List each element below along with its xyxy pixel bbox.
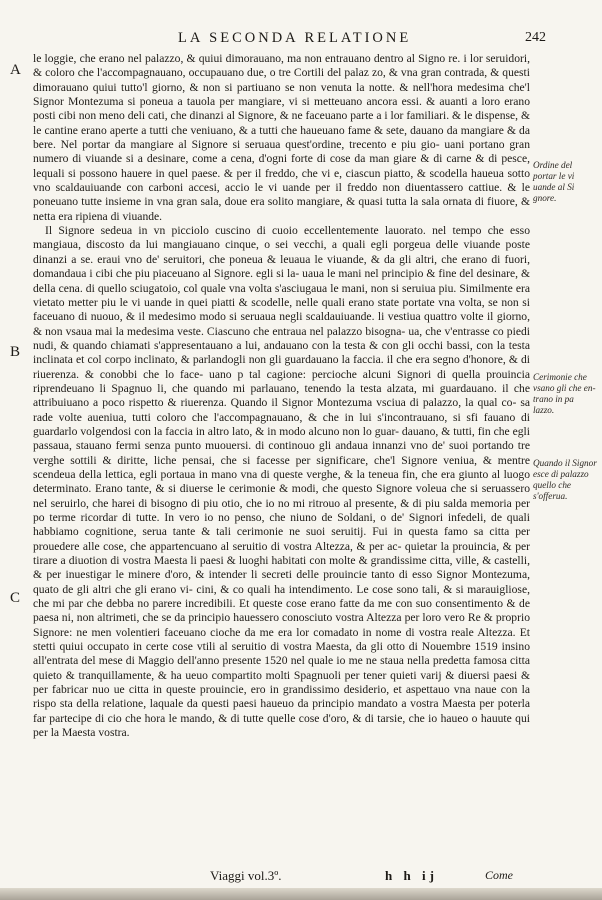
catchword: Come <box>485 868 513 882</box>
body-text <box>33 52 530 741</box>
page-footer <box>0 868 602 888</box>
margin-letter-a: A <box>10 62 21 78</box>
page-header <box>28 30 590 52</box>
paragraph-2: Il Signore sedeua in vn picciolo cuscino di cuoio eccellentemente lauorato. nel tempo che esso mangiaua, discosto da lui mangiauano cinque, o sei vecchi, a quali egli porgeua delle viuande poste dinanzi a se. eraui vno de' seruitori, che poneua & leuaua le viuande, & da gli altri, che erano di fuori, domandaua i cibi che piu piaceuano al Signore. egli si la- uaua le mani nel principio & fine del desinare, & della cena. di quello sciugatoio, col quale vna volta s'asciugaua le mani, non si seruiua piu. Similmente era vietato metter piu le vi uande in quei piatti & scodelle, nelle quali erano state portate vna volta, se non si faceuano di nuouo, & il medesimo modo si seruaua negli scaldauiuande. li vestiua quattro volte il giorno, & non vsaua mai la medesima veste. Ciascuno che entraua nel palazzo bisogna- ua, che v'entrasse co piedi nudi, & quando chiamati s'appresentauano a lui, andauano con la testa & con gli occhi bassi, con la testa inclinata et col corpo inclinato, & parlandogli non gli guardauano la faccia. il che era segno d'honore, & di riuerenza. & conobbi che lo face- uano p tal cagione: percioche alcuni Signori di quella prouincia riprendeuano li Spagnuo li, che quando mi parlauano, tenendo la testa alzata, mi guardauano. il che attribuiuano a poco rispetto & riuerenza. Quando il Signor Montezuma vsciua di palazzo, la qual co- sa rade volte aueniua, tutti coloro che l'accompagnauano, & che in lui s'incontrauano, si sfi fauano di guardarlo volgendosi con la faccia in altro lato, & in modo alcuno non lo guar- dauano, & tutti, fin che egli passaua, stauano fermi senza punto muouersi. di continouo gli andaua innanzi vno de' suoi portando tre verghe sottili & diritte, liche pensai, che si facesse per significare, che'l Signore veniua, & mentre scendeua della lettica, egli portaua in mano vna di queste verghe, & la teneua fin, che era giunto al luogo determinato. Erano tante, & si diuerse le cerimonie & modi, che questo Signore voleua che si seruassero nel seruirlo, che harei di bisogno di piu otio, che io no mi ritrouo al presente, & di piu salda memoria per po terme ricordar di tutte. In vero io no penso, che niuno de Soldani, o de' Signori infedeli, de quali habbiamo cognitione, serua tante & tali cerimonie ne suoi seruitij. Fui in questa famo sa citta per prouedere alle cose, che appartencuano al seruitio di vostra Altezza, & per ac- quietar la prouincia, & per tirare a diuotion di vostra Maesta li paesi & luoghi habitati con molte & grandissime citta, ville, & castelli, & per inuestigar le minere d'oro, & intender li secreti delle prouincie tanto di esso Signor Montezuma, quato de gli altri che gli erano vi- cini, & co quali ha intendimento. Le cose sono tali, & si marauigliose, che mi par che debba no parere incredibili. Et queste cose erano fatte da me con suo consentimento & de paesa ni, non altrimeti, che se da principio hauessero conosciuto vostra Altezza per loro vero Re & proprio Signore: ne men volentieri faceuano cioche da me era lor comadato in nome di vostra reale Altezza. Et stetti quiui occupato in certe cose vtili al seruitio di vostra Maesta, da gli otto di Nouembre 1519 insino all'entrata del mese di Maggio dell'anno presente 1520 nel quale io me ne staua nella predetta famosa citta quieto & tranquillamente, & ha ueuo compartito molti Spagnuoli per tener quieti varij & diuersi paesi & per fabricar nuo ue citta in queste prouincie, ero in grandissimo desiderio, et aspettauo vna naue con la rispo sta della relatione, laquale da questi paesi haueuo da principio mandato a vostra Maesta per poterla far partecipe di cio che hora le mando, & di tutte quelle cose d'oro, & di tarsie, che io haueo o hauute qui per la Maesta vostra. <box>33 224 530 740</box>
gathering-signature: h h ij <box>385 868 438 883</box>
side-note-lord-leaves-palace: Quando il Signor esce di palazzo quello che s'offerua. <box>533 458 597 501</box>
paragraph-1: le loggie, che erano nel palazzo, & quiui dimorauano, ma non entrauano dentro al Signo re. i lor seruidori, & coloro che l'accompagnauano, occupauano due, o tre Cortili del palaz zo, & vna gran contrada, & questi dimorauano quiui tutto'l giorno, & non si partiuano se non venuta la notte. & nell'hora medesima che'l Signor Montezuma si poneua a tauola per mangiare, vi si metteuano ancora essi. & auanti a loro erano posti cibi non meno deli cati, che dinanzi al Signore, & ne faceuano parte a i lor familiari. & le dispense, & le cantine erano aperte a tutti che veniuano, & a tutti che haueuano fame & sete, dauano da mangiare & da bere. Nel portar da mangiare al Signore si seruaua quest'ordine, trecento e piu gio- uani portano gran numero di viuande si a desinare, come a cena, d'ogni forte di cose da man giare & di carne & di pesce, lequali si possono hauere in quel paese. & per il freddo, che vi e, ciascun piatto, & scodella haueua sotto vno scaldauiuande con carboni accesi, accio le vi uande per il freddo non diuentassero cattiue. & le poneuano tutte insieme in vna gran sala, doue era solito mangiare, & quasi tutta la sala ornata di fiuore, & netta era ripiena di viuande. <box>33 52 530 223</box>
page-number: 242 <box>525 30 546 45</box>
side-note-palace-ceremonies: Cerimonie che vsano gli che en- trano in pa lazzo. <box>533 372 596 415</box>
volume-signature: Viaggi vol.3º. <box>210 868 282 883</box>
side-note-serving-order: Ordine del portar le vi uande al Si gnore. <box>533 160 575 203</box>
margin-letter-c: C <box>10 590 21 606</box>
page-edge-shadow <box>0 888 602 900</box>
running-head: LA SECONDA RELATIONE <box>178 30 412 46</box>
margin-letter-b: B <box>10 344 21 360</box>
